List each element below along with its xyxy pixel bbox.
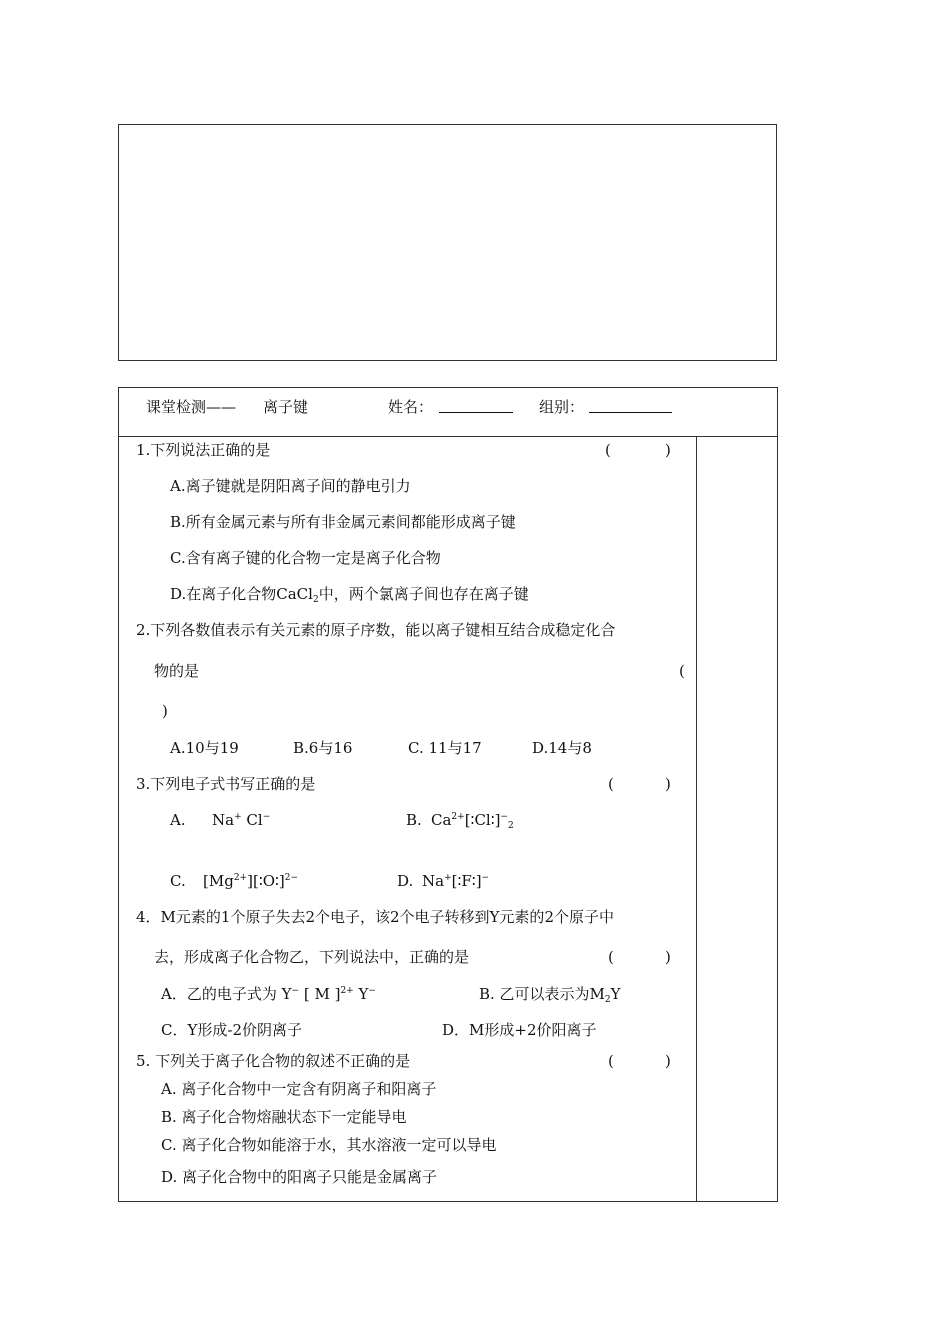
q2-stem-line1: 2.下列各数值表示有关元素的原子序数，能以离子键相互结合成稳定化合 <box>136 621 616 639</box>
q4-option-d: D．M形成+2价阳离子 <box>442 1021 597 1039</box>
q2-option-a: A.10与19 <box>170 739 239 757</box>
q1-option-c: C.含有离子键的化合物一定是离子化合物 <box>170 549 441 567</box>
q2-answer-open[interactable]: ( <box>679 662 685 680</box>
quiz-title: 课堂检测—— <box>146 398 237 416</box>
q5-stem: 5. 下列关于离子化合物的叙述不正确的是 <box>136 1052 411 1070</box>
q5-option-b: B. 离子化合物熔融状态下一定能导电 <box>161 1108 407 1126</box>
q3-option-b-label: B. <box>406 811 422 829</box>
q2-stem-line2: 物的是 <box>154 662 200 680</box>
quiz-header <box>119 388 777 437</box>
q1-option-d: D.在离子化合物CaCl$_2$中，两个氯离子间也存在离子键 <box>170 585 529 605</box>
q3-stem: 3.下列电子式书写正确的是 <box>136 775 316 793</box>
q1-answer-open[interactable]: ( <box>605 441 611 459</box>
group-blank[interactable] <box>589 398 672 413</box>
q3-answer-open[interactable]: ( <box>608 775 614 793</box>
q3-option-c-label: C. <box>170 872 186 890</box>
q1-option-a: A.离子键就是阴阳离子间的静电引力 <box>170 477 411 495</box>
side-column <box>696 437 697 1201</box>
empty-box <box>118 124 777 361</box>
q4-option-c: C．Y形成-2价阴离子 <box>161 1021 302 1039</box>
q4-answer-open[interactable]: ( <box>608 948 614 966</box>
q4-answer-close[interactable]: ) <box>665 948 671 966</box>
q3-option-d-label: D. <box>397 872 414 890</box>
quiz-topic: 离子键 <box>263 398 309 416</box>
q3-option-c-formula: $[Mg^{2+}][∶O∶]^{2-}$ <box>203 872 299 890</box>
q3-answer-close[interactable]: ) <box>665 775 671 793</box>
q3-option-a-label: A. <box>170 811 186 829</box>
q5-option-a: A. 离子化合物中一定含有阴离子和阳离子 <box>161 1080 437 1098</box>
name-blank[interactable] <box>439 398 513 413</box>
q3-option-a-formula: Na+ Cl− <box>212 811 271 829</box>
q2-option-d: D.14与8 <box>532 739 592 757</box>
q2-option-b: B.6与16 <box>293 739 353 757</box>
q2-answer-close[interactable]: ) <box>162 702 168 720</box>
q4-stem-line2: 去，形成离子化合物乙，下列说法中，正确的是 <box>154 948 470 966</box>
q4-option-a: A．乙的电子式为 Y− [ M ]$^{2+}$ Y− <box>161 985 376 1003</box>
q5-answer-open[interactable]: ( <box>608 1052 614 1070</box>
q3-option-b-formula: $Ca^{2+}[∶Cl∶]^-_2$ <box>431 811 514 831</box>
q2-option-c: C. 11与17 <box>408 739 482 757</box>
q3-option-d-formula: Na+[∶F∶]− <box>422 872 490 890</box>
q5-answer-close[interactable]: ) <box>665 1052 671 1070</box>
q5-option-c: C. 离子化合物如能溶于水，其水溶液一定可以导电 <box>161 1136 497 1154</box>
q4-option-b: B. 乙可以表示为$M_2Y$ <box>479 985 621 1005</box>
q4-stem-line1: 4．M元素的1个原子失去2个电子，该2个电子转移到Y元素的2个原子中 <box>136 908 614 926</box>
q1-answer-close[interactable]: ) <box>665 441 671 459</box>
q5-option-d: D. 离子化合物中的阳离子只能是金属离子 <box>161 1168 438 1186</box>
q1-option-b: B.所有金属元素与所有非金属元素间都能形成离子键 <box>170 513 516 531</box>
q1-stem: 1.下列说法正确的是 <box>136 441 271 459</box>
name-label: 姓名： <box>388 398 434 416</box>
group-label: 组别： <box>539 398 585 416</box>
quiz-table <box>118 387 778 1202</box>
